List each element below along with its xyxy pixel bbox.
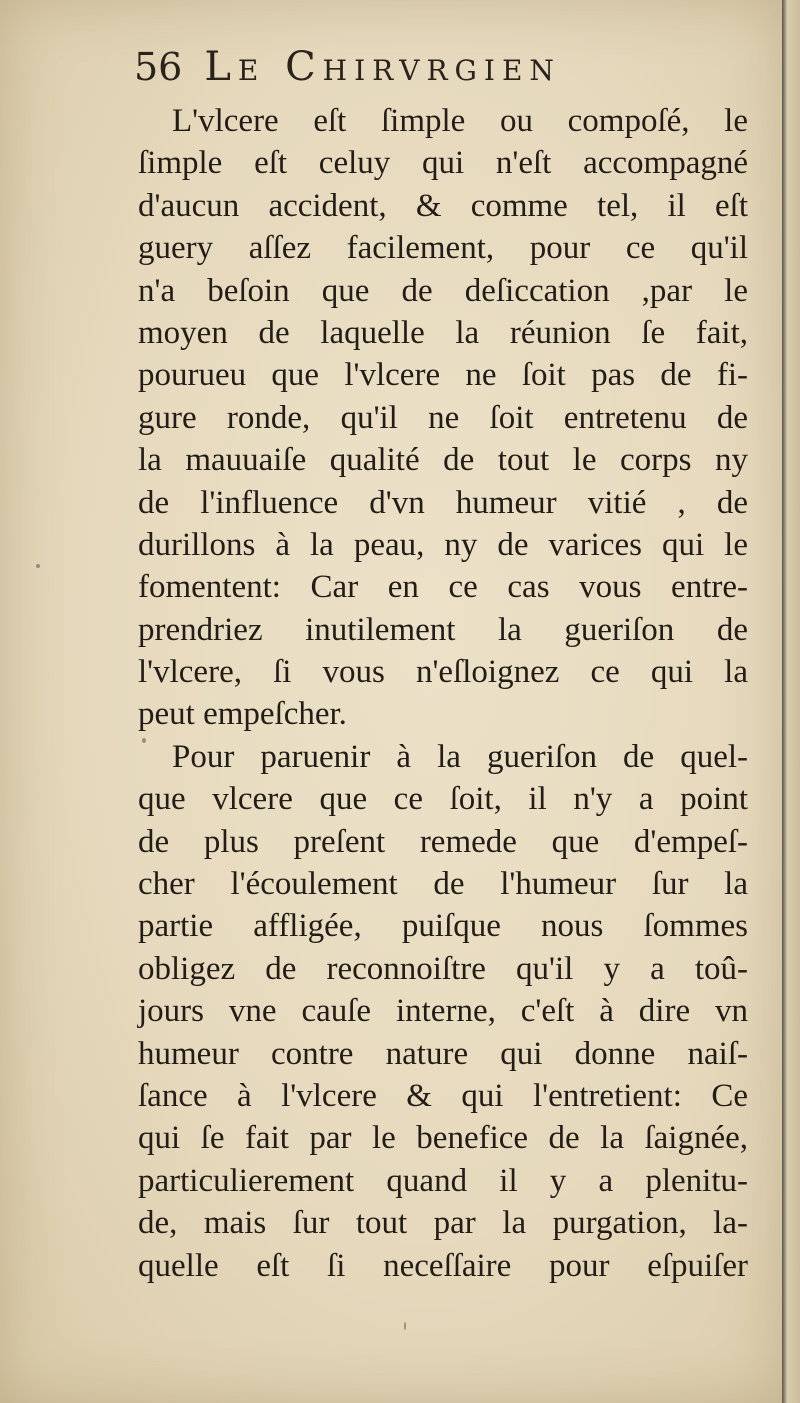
text-line: de plus preſent remede que d'empeſ- [138,823,748,860]
text-line: humeur contre nature qui donne naiſ- [138,1035,748,1072]
text-line: jours vne cauſe interne, c'eſt à dire vn [138,993,748,1030]
ink-speck [142,738,146,743]
text-line: de, mais ſur tout par la purgation, la- [138,1205,748,1242]
text-line: pourueu que l'vlcere ne ſoit pas de fi- [138,357,748,394]
text-line: de l'influence d'vn humeur vitié , de [138,484,748,521]
ink-speck [404,1322,406,1330]
page-header [134,44,561,100]
text-line: moyen de laquelle la réunion ſe fait, [138,314,748,351]
paragraph-1 [138,100,748,736]
text-line: l'vlcere, ſi vous n'eſloignez ce qui la [138,654,748,691]
text-line: qui ſe fait par le benefice de la ſaignée, [138,1120,748,1157]
text-line: fomentent: Car en ce cas vous entre- [138,569,748,606]
text-line: prendriez inutilement la gueriſon de [138,611,748,648]
body-text [138,100,748,1287]
text-line: n'a beſoin que de deſiccation ,par le [138,272,748,309]
text-line: peut empeſcher. [138,696,347,733]
ink-speck [36,564,40,568]
text-line: gure ronde, qu'il ne ſoit entretenu de [138,399,748,436]
text-line: ſance à l'vlcere & qui l'entretient: Ce [138,1077,748,1114]
text-line: partie affligée, puiſque nous ſommes [138,908,748,945]
text-line: que vlcere que ce ſoit, il n'y a point [138,781,748,818]
text-line: particulierement quand il y a plenitu- [138,1162,748,1199]
text-line: Pour paruenir à la gueriſon de quel- [172,738,748,775]
text-line: d'aucun accident, & comme tel, il eſt [138,187,748,224]
text-line: cher l'écoulement de l'humeur ſur la [138,866,748,903]
text-line: la mauuaiſe qualité de tout le corps ny [138,442,748,479]
text-line: quelle eſt ſi neceſſaire pour eſpuiſer [138,1247,748,1284]
text-line: durillons à la peau, ny de varices qui le [138,526,748,563]
page-number: 56 [134,45,183,89]
running-head: Le Chirvrgien [204,44,561,90]
paragraph-2 [138,736,748,1287]
page-edge [782,0,800,1403]
text-line: obligez de reconnoiſtre qu'il y a toû- [138,950,748,987]
text-line: ſimple eſt celuy qui n'eſt accompagné [138,145,748,182]
text-line: guery aſſez facilement, pour ce qu'il [138,230,748,267]
text-line: L'vlcere eſt ſimple ou compoſé, le [172,103,748,139]
